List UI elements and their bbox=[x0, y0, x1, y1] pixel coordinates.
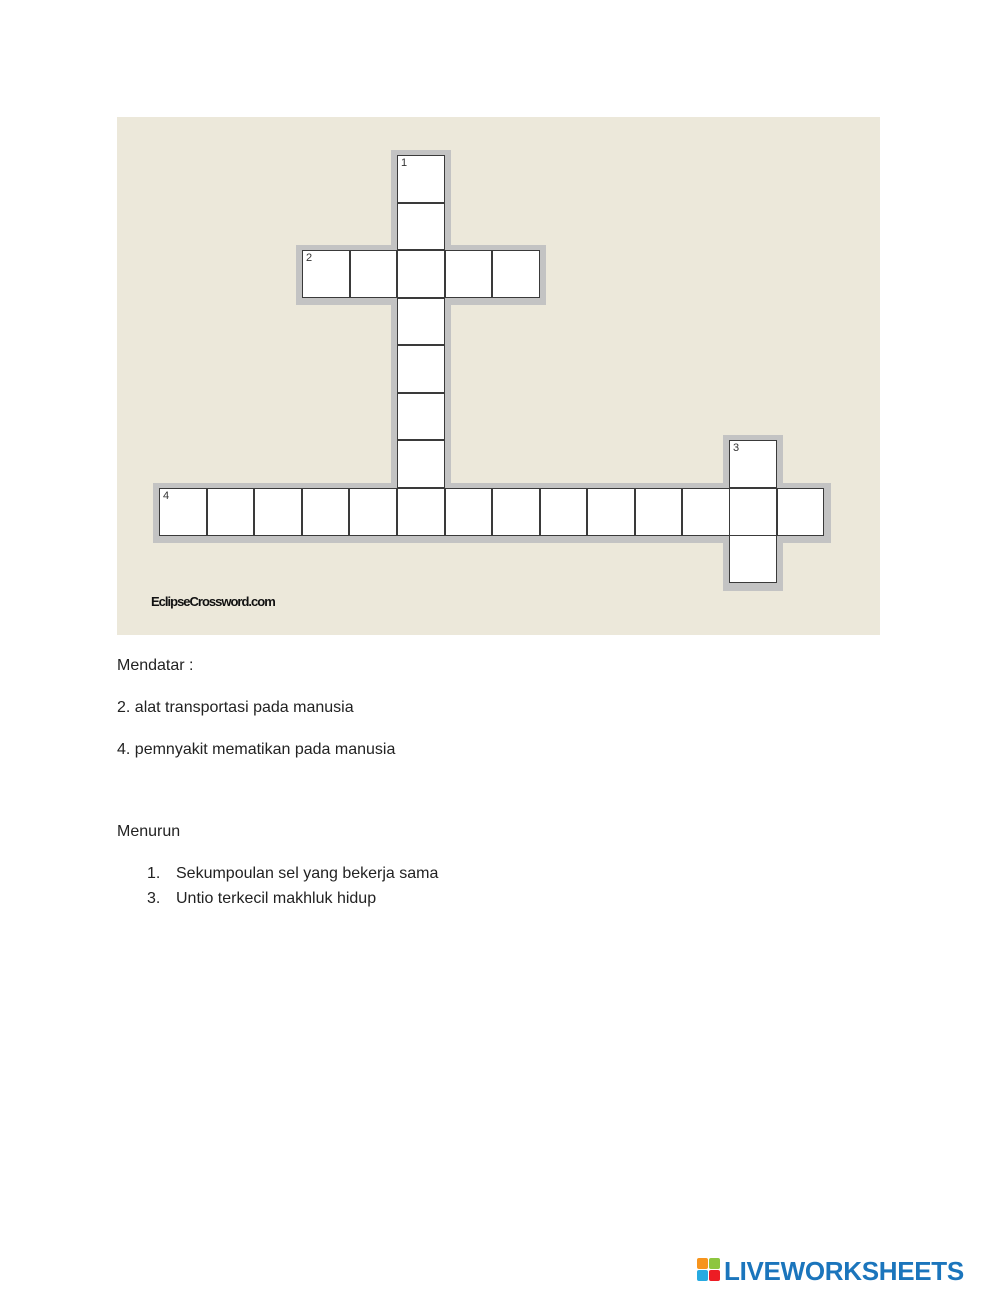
across-heading: Mendatar : bbox=[117, 657, 194, 674]
eclipsecrossword-watermark: EclipseCrossword.com bbox=[151, 594, 275, 609]
crossword-cell[interactable] bbox=[207, 488, 255, 536]
across-clue-4: 4. pemnyakit mematikan pada manusia bbox=[117, 741, 396, 758]
crossword-cell[interactable] bbox=[302, 488, 350, 536]
crossword-cell[interactable] bbox=[302, 250, 350, 298]
crossword-cell[interactable] bbox=[445, 250, 493, 298]
crossword-cell[interactable] bbox=[729, 535, 777, 583]
crossword-cell[interactable] bbox=[492, 488, 540, 536]
crossword-cell[interactable] bbox=[729, 440, 777, 488]
crossword-cell[interactable] bbox=[729, 488, 777, 536]
liveworksheets-logo bbox=[697, 1256, 997, 1286]
crossword-cell[interactable] bbox=[350, 250, 398, 298]
clue-number-2: 2 bbox=[306, 252, 313, 264]
crossword-cell[interactable] bbox=[587, 488, 635, 536]
down-clue-number: 3. bbox=[147, 890, 161, 907]
down-heading: Menurun bbox=[117, 823, 181, 840]
clue-number-1: 1 bbox=[401, 157, 408, 169]
crossword-cell[interactable] bbox=[397, 298, 445, 346]
liveworksheets-wordmark: LIVEWORKSHEETS bbox=[724, 1256, 964, 1286]
crossword-cell[interactable] bbox=[397, 203, 445, 251]
crossword-cell[interactable] bbox=[540, 488, 588, 536]
crossword-cell[interactable] bbox=[159, 488, 207, 536]
crossword-cell[interactable] bbox=[397, 393, 445, 441]
crossword-cell[interactable] bbox=[445, 488, 493, 536]
across-clue-2: 2. alat transportasi pada manusia bbox=[117, 699, 354, 716]
crossword-cell[interactable] bbox=[635, 488, 683, 536]
crossword-cell[interactable] bbox=[777, 488, 825, 536]
down-clue-text: Sekumpoulan sel yang bekerja sama bbox=[176, 865, 439, 882]
crossword-cell[interactable] bbox=[397, 250, 445, 298]
crossword-cell[interactable] bbox=[492, 250, 540, 298]
crossword-cell[interactable] bbox=[254, 488, 302, 536]
crossword-cell[interactable] bbox=[397, 345, 445, 393]
crossword-cell[interactable] bbox=[682, 488, 730, 536]
crossword-puzzle bbox=[117, 117, 880, 635]
down-clue-number: 1. bbox=[147, 865, 161, 882]
crossword-cell[interactable] bbox=[397, 155, 445, 203]
crossword-cell[interactable] bbox=[349, 488, 397, 536]
crossword-cell[interactable] bbox=[397, 488, 445, 536]
clue-number-4: 4 bbox=[163, 490, 170, 502]
clue-number-3: 3 bbox=[733, 442, 740, 454]
crossword-cell[interactable] bbox=[397, 440, 445, 488]
down-clue-text: Untio terkecil makhluk hidup bbox=[176, 890, 377, 907]
liveworksheets-logo-icon bbox=[697, 1258, 721, 1282]
